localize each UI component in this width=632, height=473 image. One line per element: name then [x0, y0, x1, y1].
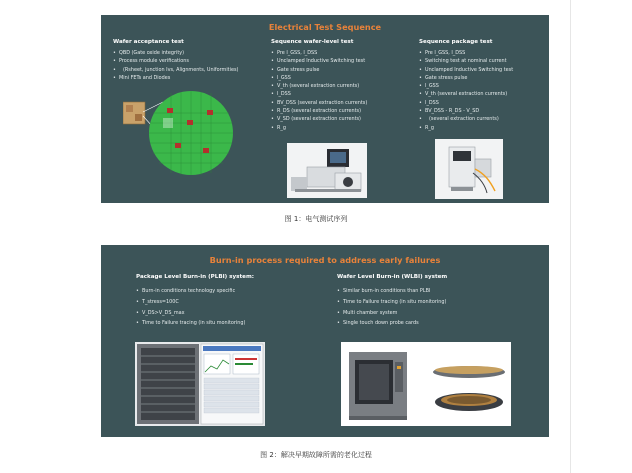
list-item: • I_DSS: [271, 90, 367, 98]
wafer-level-column: [271, 39, 367, 132]
burn-in-panel: [101, 245, 549, 437]
list-item: • V_DS>V_DS_max: [136, 308, 254, 319]
list-item: • BV_DSS - R_DS - V_SD: [419, 107, 513, 115]
list-item: • Single touch down probe cards: [337, 318, 447, 329]
list-item: • V_th (several extraction currents): [419, 90, 513, 98]
list-item: • Pre I_GSS, I_DSS: [419, 49, 513, 57]
figure-caption: 图 1：电气测试序列: [284, 215, 348, 223]
list-item: • Time to Failure tracing (in situ monitoring): [337, 297, 447, 308]
list-item: • Unclamped Inductive Switching test: [271, 57, 367, 65]
wafer-map-image: [123, 88, 233, 178]
list-item: • Gate stress pulse: [271, 66, 367, 74]
list-item: • R_DS (several extraction currents): [271, 107, 367, 115]
list-item: • V_SD (several extraction currents): [271, 115, 367, 123]
list-item: • I_DSS: [419, 99, 513, 107]
package-tester-image: [435, 139, 503, 199]
list-item: • (several extraction currents): [419, 115, 513, 123]
list-item: • V_th (several extraction currents): [271, 82, 367, 90]
plbi-column: [136, 274, 254, 329]
list-item: • Unclamped Inductive Switching test: [419, 66, 513, 74]
column-heading: Sequence wafer-level test: [271, 39, 354, 45]
wlbi-chamber-image: [341, 342, 511, 426]
list-item: • Process module verifications: [113, 57, 238, 65]
panel-title: Electrical Test Sequence: [268, 22, 382, 32]
list-item: • Time to Failure tracing (in situ monitoring): [136, 318, 254, 329]
list-item: • Burn-in conditions technology specific: [136, 286, 254, 297]
list-item: • I_GSS: [419, 82, 513, 90]
list-item: • R_g: [419, 124, 513, 132]
column-heading: Package Level Burn-in (PLBI) system:: [136, 274, 255, 280]
list-item: • Switching test at nominal current: [419, 57, 513, 65]
page-edge-line: [570, 0, 571, 473]
list-item: • (Rsheet, junction Ivs, Alignments, Uniformities): [113, 66, 238, 74]
wlbi-column: [337, 274, 447, 329]
list-item: • T_stress=100C: [136, 297, 254, 308]
electrical-test-panel: [101, 15, 549, 203]
list-item: • R_g: [271, 124, 367, 132]
figure-caption: 图 2：解决早期故障所需的老化过程: [260, 451, 372, 459]
list-item: • Gate stress pulse: [419, 74, 513, 82]
list-item: • Pre I_GSS, I_DSS: [271, 49, 367, 57]
column-heading: Sequence package test: [419, 39, 493, 45]
list-item: • Similar burn-in conditions than PLBI: [337, 286, 447, 297]
plbi-oven-image: [135, 342, 265, 426]
package-test-column: [419, 39, 513, 132]
list-item: • BV_DSS (several extraction currents): [271, 99, 367, 107]
wafer-acceptance-column: [113, 39, 238, 82]
list-item: • Multi chamber system: [337, 308, 447, 319]
column-heading: Wafer Level Burn-in (WLBI) system: [337, 274, 448, 280]
list-item: • QBD (Gate oxide integrity): [113, 49, 238, 57]
list-item: • Mini FETs and Diodes: [113, 74, 238, 82]
panel-title: Burn-in process required to address early failures: [209, 255, 441, 265]
list-item: • I_GSS: [271, 74, 367, 82]
wafer-prober-image: [287, 143, 367, 198]
column-heading: Wafer acceptance test: [113, 39, 184, 45]
